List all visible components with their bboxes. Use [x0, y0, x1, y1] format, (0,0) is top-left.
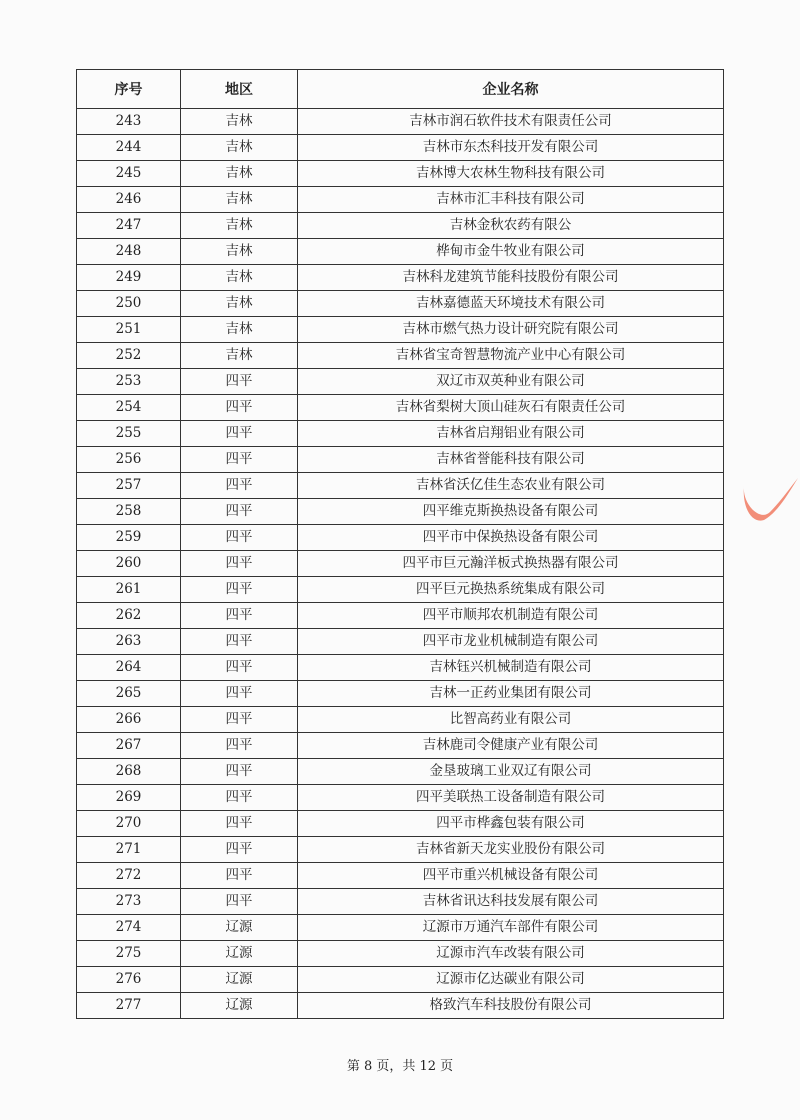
row-company-name: 吉林科龙建筑节能科技股份有限公司	[298, 265, 724, 291]
row-region: 四平	[181, 759, 298, 785]
row-index: 247	[77, 213, 181, 239]
table-row	[77, 993, 724, 1019]
row-index: 253	[77, 369, 181, 395]
table-row	[77, 421, 724, 447]
header-index: 序号	[77, 70, 181, 109]
row-company-name: 吉林嘉德蓝天环境技术有限公司	[298, 291, 724, 317]
row-region: 辽源	[181, 967, 298, 993]
table-row	[77, 785, 724, 811]
table-row	[77, 655, 724, 681]
table-row	[77, 967, 724, 993]
row-index: 258	[77, 499, 181, 525]
row-company-name: 四平维克斯换热设备有限公司	[298, 499, 724, 525]
row-region: 吉林	[181, 317, 298, 343]
table-header-row	[77, 70, 724, 109]
row-region: 辽源	[181, 941, 298, 967]
row-company-name: 四平巨元换热系统集成有限公司	[298, 577, 724, 603]
table-row	[77, 733, 724, 759]
table-row	[77, 239, 724, 265]
row-index: 274	[77, 915, 181, 941]
row-region: 四平	[181, 655, 298, 681]
row-region: 四平	[181, 551, 298, 577]
row-region: 四平	[181, 421, 298, 447]
row-company-name: 吉林市燃气热力设计研究院有限公司	[298, 317, 724, 343]
table-row	[77, 447, 724, 473]
row-region: 四平	[181, 525, 298, 551]
row-index: 254	[77, 395, 181, 421]
row-index: 270	[77, 811, 181, 837]
row-region: 四平	[181, 889, 298, 915]
row-index: 273	[77, 889, 181, 915]
row-company-name: 吉林金秋农药有限公	[298, 213, 724, 239]
table-row	[77, 291, 724, 317]
row-company-name: 吉林市东杰科技开发有限公司	[298, 135, 724, 161]
row-index: 249	[77, 265, 181, 291]
row-index: 244	[77, 135, 181, 161]
row-region: 吉林	[181, 291, 298, 317]
row-index: 262	[77, 603, 181, 629]
row-index: 267	[77, 733, 181, 759]
row-region: 四平	[181, 603, 298, 629]
header-region: 地区	[181, 70, 298, 109]
row-region: 四平	[181, 863, 298, 889]
table-row	[77, 473, 724, 499]
table-row	[77, 551, 724, 577]
table-row	[77, 837, 724, 863]
row-index: 250	[77, 291, 181, 317]
row-company-name: 四平市重兴机械设备有限公司	[298, 863, 724, 889]
row-index: 251	[77, 317, 181, 343]
table-row	[77, 317, 724, 343]
row-region: 四平	[181, 707, 298, 733]
row-company-name: 格致汽车科技股份有限公司	[298, 993, 724, 1019]
table-row	[77, 369, 724, 395]
row-company-name: 四平市顺邦农机制造有限公司	[298, 603, 724, 629]
row-region: 四平	[181, 499, 298, 525]
table-row	[77, 395, 724, 421]
row-company-name: 四平市龙业机械制造有限公司	[298, 629, 724, 655]
row-region: 吉林	[181, 239, 298, 265]
row-company-name: 四平美联热工设备制造有限公司	[298, 785, 724, 811]
enterprise-table-container	[76, 69, 724, 1019]
header-company-name: 企业名称	[298, 70, 724, 109]
row-region: 吉林	[181, 265, 298, 291]
row-region: 四平	[181, 681, 298, 707]
table-row	[77, 707, 724, 733]
row-index: 276	[77, 967, 181, 993]
row-company-name: 吉林钰兴机械制造有限公司	[298, 655, 724, 681]
table-row	[77, 109, 724, 135]
row-company-name: 吉林市汇丰科技有限公司	[298, 187, 724, 213]
row-index: 252	[77, 343, 181, 369]
row-region: 四平	[181, 837, 298, 863]
row-region: 吉林	[181, 161, 298, 187]
row-index: 275	[77, 941, 181, 967]
row-company-name: 四平市中保换热设备有限公司	[298, 525, 724, 551]
row-company-name: 双辽市双英种业有限公司	[298, 369, 724, 395]
row-company-name: 吉林省讯达科技发展有限公司	[298, 889, 724, 915]
row-index: 248	[77, 239, 181, 265]
table-row	[77, 941, 724, 967]
row-company-name: 四平市巨元瀚洋板式换热器有限公司	[298, 551, 724, 577]
table-row	[77, 629, 724, 655]
row-company-name: 吉林博大农林生物科技有限公司	[298, 161, 724, 187]
table-row	[77, 811, 724, 837]
row-index: 246	[77, 187, 181, 213]
row-region: 吉林	[181, 135, 298, 161]
row-company-name: 四平市桦鑫包装有限公司	[298, 811, 724, 837]
row-region: 四平	[181, 577, 298, 603]
row-region: 四平	[181, 629, 298, 655]
table-row	[77, 759, 724, 785]
row-company-name: 吉林省启翔铝业有限公司	[298, 421, 724, 447]
table-row	[77, 213, 724, 239]
row-region: 吉林	[181, 213, 298, 239]
row-company-name: 金垦玻璃工业双辽有限公司	[298, 759, 724, 785]
page-number: 第 8 页，共 12 页	[346, 1059, 454, 1074]
row-index: 263	[77, 629, 181, 655]
table-row	[77, 187, 724, 213]
red-check-mark	[740, 468, 800, 528]
row-company-name: 吉林鹿司令健康产业有限公司	[298, 733, 724, 759]
row-company-name: 比智高药业有限公司	[298, 707, 724, 733]
row-company-name: 吉林市润石软件技术有限责任公司	[298, 109, 724, 135]
row-region: 吉林	[181, 343, 298, 369]
table-row	[77, 343, 724, 369]
table-row	[77, 161, 724, 187]
row-region: 辽源	[181, 915, 298, 941]
row-region: 辽源	[181, 993, 298, 1019]
row-region: 四平	[181, 395, 298, 421]
row-region: 四平	[181, 473, 298, 499]
row-index: 261	[77, 577, 181, 603]
row-company-name: 吉林一正药业集团有限公司	[298, 681, 724, 707]
row-region: 四平	[181, 369, 298, 395]
row-region: 吉林	[181, 187, 298, 213]
row-index: 277	[77, 993, 181, 1019]
table-row	[77, 889, 724, 915]
table-row	[77, 681, 724, 707]
row-index: 264	[77, 655, 181, 681]
row-company-name: 吉林省新天龙实业股份有限公司	[298, 837, 724, 863]
row-company-name: 辽源市汽车改装有限公司	[298, 941, 724, 967]
row-index: 256	[77, 447, 181, 473]
row-company-name: 辽源市万通汽车部件有限公司	[298, 915, 724, 941]
row-index: 260	[77, 551, 181, 577]
row-index: 257	[77, 473, 181, 499]
table-row	[77, 499, 724, 525]
table-row	[77, 265, 724, 291]
row-index: 245	[77, 161, 181, 187]
row-index: 243	[77, 109, 181, 135]
table-row	[77, 863, 724, 889]
row-company-name: 吉林省沃亿佳生态农业有限公司	[298, 473, 724, 499]
table-row	[77, 135, 724, 161]
row-index: 269	[77, 785, 181, 811]
table-row	[77, 577, 724, 603]
row-company-name: 吉林省梨树大顶山硅灰石有限责任公司	[298, 395, 724, 421]
table-row	[77, 915, 724, 941]
row-index: 272	[77, 863, 181, 889]
row-index: 255	[77, 421, 181, 447]
row-index: 266	[77, 707, 181, 733]
row-index: 259	[77, 525, 181, 551]
row-index: 268	[77, 759, 181, 785]
table-row	[77, 525, 724, 551]
row-index: 271	[77, 837, 181, 863]
row-company-name: 吉林省誉能科技有限公司	[298, 447, 724, 473]
enterprise-table	[76, 69, 724, 1019]
row-region: 四平	[181, 733, 298, 759]
row-company-name: 桦甸市金牛牧业有限公司	[298, 239, 724, 265]
row-index: 265	[77, 681, 181, 707]
row-region: 吉林	[181, 109, 298, 135]
row-region: 四平	[181, 447, 298, 473]
row-company-name: 辽源市亿达碳业有限公司	[298, 967, 724, 993]
check-mark-stroke	[744, 478, 798, 521]
table-row	[77, 603, 724, 629]
row-region: 四平	[181, 785, 298, 811]
row-company-name: 吉林省宝奇智慧物流产业中心有限公司	[298, 343, 724, 369]
row-region: 四平	[181, 811, 298, 837]
